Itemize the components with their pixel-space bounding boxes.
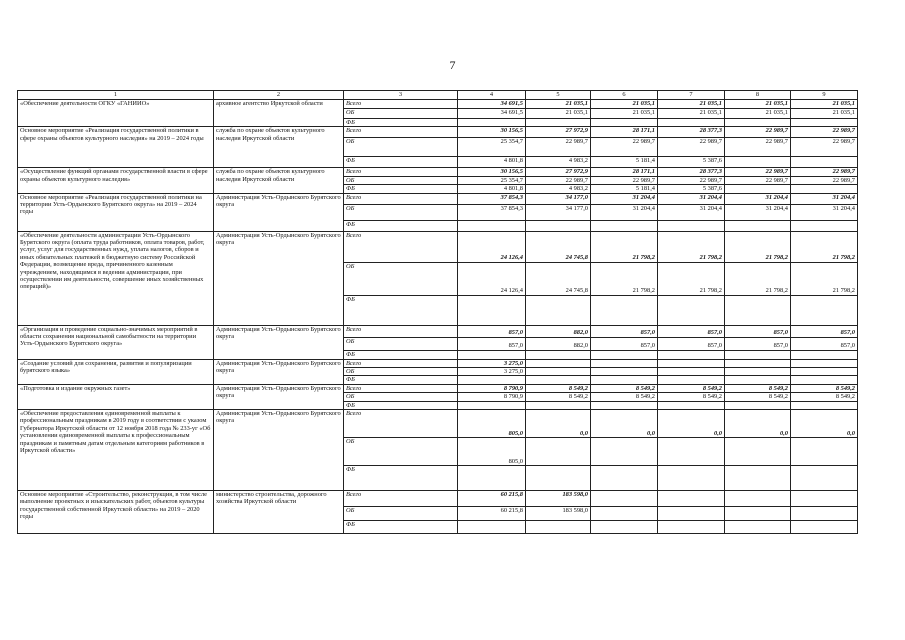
- amount-cell: 22 989,7: [725, 168, 791, 176]
- funding-source-label: ФБ: [344, 466, 458, 491]
- funding-source-label: Всего: [344, 100, 458, 109]
- amount-cell: [791, 401, 858, 409]
- executor-name: архивное агентство Иркутской области: [214, 100, 344, 127]
- amount-cell: 21 035,1: [526, 100, 591, 109]
- activity-name: «Организация и проведение социально-значимых мероприятий в области сохранения национальной самобытности на территории Усть-Ордынского Бурятского округа»: [18, 325, 214, 359]
- funding-source-label: ФБ: [344, 220, 458, 231]
- amount-cell: [725, 438, 791, 466]
- funding-source-label: Всего: [344, 193, 458, 204]
- table-row: [18, 193, 858, 204]
- amount-cell: [658, 220, 725, 231]
- amount-cell: [526, 438, 591, 466]
- amount-cell: [658, 507, 725, 521]
- amount-cell: [658, 368, 725, 376]
- funding-source-label: ОБ: [344, 262, 458, 295]
- amount-cell: [526, 220, 591, 231]
- amount-cell: 22 989,7: [791, 127, 858, 138]
- amount-cell: 22 989,7: [725, 138, 791, 157]
- funding-source-label: ОБ: [344, 176, 458, 184]
- amount-cell: 0,0: [591, 410, 658, 438]
- amount-cell: 4 983,2: [526, 185, 591, 193]
- amount-cell: 857,0: [791, 325, 858, 337]
- funding-source-label: ФБ: [344, 119, 458, 127]
- funding-source-label: Всего: [344, 359, 458, 367]
- table-row: [18, 100, 858, 109]
- amount-cell: [725, 185, 791, 193]
- amount-cell: 0,0: [526, 410, 591, 438]
- amount-cell: 60 215,8: [458, 507, 526, 521]
- amount-cell: [591, 491, 658, 507]
- amount-cell: 21 035,1: [725, 100, 791, 109]
- amount-cell: [591, 119, 658, 127]
- amount-cell: [526, 376, 591, 384]
- amount-cell: 183 598,0: [526, 491, 591, 507]
- table-row: [18, 325, 858, 337]
- amount-cell: 22 989,7: [658, 138, 725, 157]
- amount-cell: 31 204,4: [791, 204, 858, 220]
- amount-cell: [725, 466, 791, 491]
- amount-cell: [791, 491, 858, 507]
- amount-cell: [458, 220, 526, 231]
- amount-cell: [791, 350, 858, 359]
- amount-cell: 857,0: [591, 337, 658, 350]
- funding-source-label: Всего: [344, 384, 458, 392]
- amount-cell: [526, 295, 591, 325]
- amount-cell: 22 989,7: [791, 176, 858, 184]
- column-header-7: 7: [658, 91, 725, 100]
- amount-cell: 27 972,9: [526, 127, 591, 138]
- amount-cell: [791, 368, 858, 376]
- amount-cell: 34 177,0: [526, 193, 591, 204]
- amount-cell: [458, 350, 526, 359]
- funding-source-label: ОБ: [344, 368, 458, 376]
- amount-cell: [591, 507, 658, 521]
- amount-cell: 21 035,1: [658, 109, 725, 119]
- amount-cell: [591, 376, 658, 384]
- amount-cell: 857,0: [725, 337, 791, 350]
- amount-cell: [458, 295, 526, 325]
- amount-cell: [658, 295, 725, 325]
- executor-name: Администрация Усть-Ордынского Бурятского округа: [214, 410, 344, 491]
- amount-cell: 857,0: [725, 325, 791, 337]
- amount-cell: 857,0: [458, 337, 526, 350]
- amount-cell: 22 989,7: [591, 138, 658, 157]
- amount-cell: 22 989,7: [725, 176, 791, 184]
- amount-cell: 5 387,6: [658, 157, 725, 168]
- funding-source-label: ОБ: [344, 507, 458, 521]
- amount-cell: 21 035,1: [725, 109, 791, 119]
- amount-cell: 28 377,3: [658, 168, 725, 176]
- amount-cell: [591, 350, 658, 359]
- column-header-3: 3: [344, 91, 458, 100]
- funding-source-label: ФБ: [344, 376, 458, 384]
- amount-cell: 857,0: [791, 337, 858, 350]
- amount-cell: 28 171,1: [591, 168, 658, 176]
- amount-cell: [591, 359, 658, 367]
- amount-cell: 24 745,8: [526, 231, 591, 262]
- amount-cell: 0,0: [791, 410, 858, 438]
- table-row: [18, 231, 858, 262]
- amount-cell: 21 035,1: [791, 109, 858, 119]
- amount-cell: [725, 295, 791, 325]
- amount-cell: [458, 466, 526, 491]
- amount-cell: 8 790,9: [458, 384, 526, 392]
- funding-source-label: ФБ: [344, 295, 458, 325]
- amount-cell: [526, 359, 591, 367]
- amount-cell: [725, 376, 791, 384]
- column-header-8: 8: [725, 91, 791, 100]
- amount-cell: 31 204,4: [591, 204, 658, 220]
- funding-source-label: ФБ: [344, 157, 458, 168]
- funding-source-label: ОБ: [344, 337, 458, 350]
- amount-cell: 24 126,4: [458, 231, 526, 262]
- executor-name: Администрация Усть-Ордынского Бурятского округа: [214, 325, 344, 359]
- amount-cell: [791, 220, 858, 231]
- amount-cell: 0,0: [725, 410, 791, 438]
- amount-cell: 22 989,7: [725, 127, 791, 138]
- amount-cell: [658, 491, 725, 507]
- table-row: [18, 168, 858, 176]
- amount-cell: 21 798,2: [725, 231, 791, 262]
- executor-name: Администрация Усть-Ордынского Бурятского округа: [214, 359, 344, 384]
- amount-cell: 5 387,6: [658, 185, 725, 193]
- amount-cell: 21 035,1: [591, 109, 658, 119]
- amount-cell: 22 989,7: [791, 168, 858, 176]
- funding-source-label: Всего: [344, 491, 458, 507]
- amount-cell: 21 798,2: [791, 231, 858, 262]
- funding-source-label: ОБ: [344, 204, 458, 220]
- amount-cell: 8 549,2: [791, 393, 858, 401]
- amount-cell: [526, 368, 591, 376]
- funding-source-label: Всего: [344, 127, 458, 138]
- activity-name: «Обеспечение предоставления единовременной выплаты к профессиональным праздникам в 2019 году в соответствии с указом Губернатора Иркутской области от 12 ноября 2018 года № 233-уг «Об установлении единовременной выплаты к профессиональным праздникам и памятным датам отдельным категориям работников в Иркутской области»: [18, 410, 214, 491]
- amount-cell: [791, 466, 858, 491]
- amount-cell: 37 854,3: [458, 193, 526, 204]
- amount-cell: 3 275,0: [458, 368, 526, 376]
- funding-source-label: Всего: [344, 231, 458, 262]
- column-header-9: 9: [791, 91, 858, 100]
- amount-cell: 857,0: [658, 325, 725, 337]
- funding-source-label: ОБ: [344, 393, 458, 401]
- amount-cell: 857,0: [591, 325, 658, 337]
- amount-cell: 8 549,2: [658, 393, 725, 401]
- amount-cell: 183 598,0: [526, 507, 591, 521]
- amount-cell: 805,0: [458, 438, 526, 466]
- amount-cell: 25 354,7: [458, 138, 526, 157]
- amount-cell: [458, 376, 526, 384]
- amount-cell: [725, 350, 791, 359]
- funding-source-label: ФБ: [344, 401, 458, 409]
- amount-cell: 21 798,2: [725, 262, 791, 295]
- amount-cell: 8 549,2: [591, 384, 658, 392]
- amount-cell: 27 972,9: [526, 168, 591, 176]
- amount-cell: 8 549,2: [725, 384, 791, 392]
- amount-cell: [658, 119, 725, 127]
- amount-cell: [725, 491, 791, 507]
- amount-cell: [791, 185, 858, 193]
- amount-cell: 805,0: [458, 410, 526, 438]
- amount-cell: 857,0: [458, 325, 526, 337]
- table-row: [18, 127, 858, 138]
- page-number: 7: [449, 58, 456, 72]
- table-row: [18, 359, 858, 367]
- amount-cell: [591, 466, 658, 491]
- amount-cell: 24 126,4: [458, 262, 526, 295]
- funding-source-label: ФБ: [344, 350, 458, 359]
- amount-cell: 882,0: [526, 337, 591, 350]
- column-header-4: 4: [458, 91, 526, 100]
- amount-cell: [458, 401, 526, 409]
- amount-cell: 21 798,2: [791, 262, 858, 295]
- executor-name: служба по охране объектов культурного наследия Иркутской области: [214, 127, 344, 168]
- amount-cell: [725, 157, 791, 168]
- amount-cell: 8 549,2: [591, 393, 658, 401]
- amount-cell: [725, 521, 791, 534]
- amount-cell: 5 181,4: [591, 185, 658, 193]
- amount-cell: 8 549,2: [526, 384, 591, 392]
- funding-source-label: Всего: [344, 168, 458, 176]
- amount-cell: [526, 521, 591, 534]
- amount-cell: [591, 220, 658, 231]
- amount-cell: 34 177,0: [526, 204, 591, 220]
- amount-cell: 21 798,2: [658, 231, 725, 262]
- amount-cell: [791, 119, 858, 127]
- column-header-6: 6: [591, 91, 658, 100]
- column-header-1: 1: [18, 91, 214, 100]
- amount-cell: 60 215,8: [458, 491, 526, 507]
- amount-cell: 28 377,3: [658, 127, 725, 138]
- amount-cell: 4 801,8: [458, 185, 526, 193]
- amount-cell: 31 204,4: [591, 193, 658, 204]
- amount-cell: [791, 376, 858, 384]
- amount-cell: [458, 119, 526, 127]
- funding-source-label: ФБ: [344, 521, 458, 534]
- activity-name: «Обеспечение деятельности администрации Усть-Ордынского Бурятского округа (оплата труда работников, оплата товаров, работ, услуг, услуг для государственных нужд, уплата налогов, сборов и иных обязательных платежей в бюджетную систему Российской Федерации, возмещение вреда, причиненного казенным учреждением, находящимся в ведении администрации, при осуществлении им деятельности, совершение иных хозяйственных операций)»: [18, 231, 214, 325]
- amount-cell: 22 989,7: [526, 176, 591, 184]
- amount-cell: 22 989,7: [791, 138, 858, 157]
- amount-cell: 8 549,2: [725, 393, 791, 401]
- amount-cell: [725, 220, 791, 231]
- table-row: [18, 410, 858, 438]
- executor-name: Администрация Усть-Ордынского Бурятского округа: [214, 384, 344, 409]
- amount-cell: [526, 119, 591, 127]
- amount-cell: [658, 438, 725, 466]
- amount-cell: [725, 507, 791, 521]
- amount-cell: [591, 521, 658, 534]
- amount-cell: [791, 521, 858, 534]
- amount-cell: [791, 295, 858, 325]
- amount-cell: [725, 401, 791, 409]
- amount-cell: 21 035,1: [591, 100, 658, 109]
- funding-source-label: Всего: [344, 325, 458, 337]
- activity-name: «Осуществление функций органами государственной власти в сфере охраны объектов культурного наследия»: [18, 168, 214, 193]
- activity-name: «Создание условий для сохранения, развития и популяризации бурятского языка»: [18, 359, 214, 384]
- column-header-5: 5: [526, 91, 591, 100]
- amount-cell: 37 854,3: [458, 204, 526, 220]
- table-header-row: [18, 91, 858, 100]
- amount-cell: 21 035,1: [658, 100, 725, 109]
- table-row: [18, 491, 858, 507]
- activity-name: «Подготовка и издание окружных газет»: [18, 384, 214, 409]
- activity-name: «Обеспечение деятельности ОГКУ «ГАНИИО»: [18, 100, 214, 127]
- amount-cell: 21 798,2: [591, 231, 658, 262]
- amount-cell: 22 989,7: [658, 176, 725, 184]
- funding-source-label: ОБ: [344, 109, 458, 119]
- amount-cell: 30 156,5: [458, 168, 526, 176]
- amount-cell: 31 204,4: [791, 193, 858, 204]
- funding-source-label: ФБ: [344, 185, 458, 193]
- funding-source-label: ОБ: [344, 138, 458, 157]
- amount-cell: 34 691,5: [458, 100, 526, 109]
- amount-cell: 21 035,1: [791, 100, 858, 109]
- budget-table: [17, 90, 858, 534]
- executor-name: Администрация Усть-Ордынского Бурятского округа: [214, 193, 344, 231]
- amount-cell: [658, 376, 725, 384]
- activity-name: Основное мероприятие «Строительство, реконструкция, в том числе выполнение проектных и изыскательских работ, объектов культуры государственной собственной Иркутской области» на 2019 – 2020 годы: [18, 491, 214, 534]
- executor-name: служба по охране объектов культурного наследия Иркутской области: [214, 168, 344, 193]
- amount-cell: [658, 466, 725, 491]
- amount-cell: 21 798,2: [658, 262, 725, 295]
- amount-cell: 4 983,2: [526, 157, 591, 168]
- executor-name: Администрация Усть-Ордынского Бурятского округа: [214, 231, 344, 325]
- amount-cell: 882,0: [526, 325, 591, 337]
- amount-cell: [725, 368, 791, 376]
- amount-cell: 31 204,4: [725, 204, 791, 220]
- amount-cell: [591, 295, 658, 325]
- amount-cell: 31 204,4: [725, 193, 791, 204]
- amount-cell: [658, 521, 725, 534]
- table-row: [18, 384, 858, 392]
- activity-name: Основное мероприятие «Реализация государственной политики в сфере охраны объектов культурного наследия» на 2019 – 2024 годы: [18, 127, 214, 168]
- amount-cell: 857,0: [658, 337, 725, 350]
- amount-cell: [658, 401, 725, 409]
- activity-name: Основное мероприятие «Реализация государственной политики на территории Усть-Ордынского Бурятского округа» на 2019 – 2024 годы: [18, 193, 214, 231]
- amount-cell: [791, 359, 858, 367]
- amount-cell: [658, 359, 725, 367]
- amount-cell: [791, 157, 858, 168]
- amount-cell: 31 204,4: [658, 193, 725, 204]
- amount-cell: 3 275,0: [458, 359, 526, 367]
- amount-cell: 21 798,2: [591, 262, 658, 295]
- amount-cell: 25 354,7: [458, 176, 526, 184]
- column-header-2: 2: [214, 91, 344, 100]
- executor-name: министерство строительства, дорожного хозяйства Иркутской области: [214, 491, 344, 534]
- amount-cell: [526, 350, 591, 359]
- amount-cell: 8 549,2: [526, 393, 591, 401]
- amount-cell: [725, 119, 791, 127]
- amount-cell: 0,0: [658, 410, 725, 438]
- amount-cell: [458, 521, 526, 534]
- amount-cell: 30 156,5: [458, 127, 526, 138]
- amount-cell: 8 549,2: [791, 384, 858, 392]
- amount-cell: [526, 466, 591, 491]
- amount-cell: 28 171,1: [591, 127, 658, 138]
- amount-cell: 4 801,8: [458, 157, 526, 168]
- amount-cell: 5 181,4: [591, 157, 658, 168]
- amount-cell: [791, 438, 858, 466]
- amount-cell: 24 745,8: [526, 262, 591, 295]
- funding-source-label: ОБ: [344, 438, 458, 466]
- amount-cell: [791, 507, 858, 521]
- amount-cell: 34 691,5: [458, 109, 526, 119]
- amount-cell: 22 989,7: [526, 138, 591, 157]
- amount-cell: 21 035,1: [526, 109, 591, 119]
- amount-cell: [725, 359, 791, 367]
- amount-cell: [658, 350, 725, 359]
- amount-cell: [591, 368, 658, 376]
- amount-cell: [591, 401, 658, 409]
- amount-cell: 8 549,2: [658, 384, 725, 392]
- amount-cell: [591, 438, 658, 466]
- amount-cell: 8 790,9: [458, 393, 526, 401]
- funding-source-label: Всего: [344, 410, 458, 438]
- amount-cell: 22 989,7: [591, 176, 658, 184]
- amount-cell: 31 204,4: [658, 204, 725, 220]
- amount-cell: [526, 401, 591, 409]
